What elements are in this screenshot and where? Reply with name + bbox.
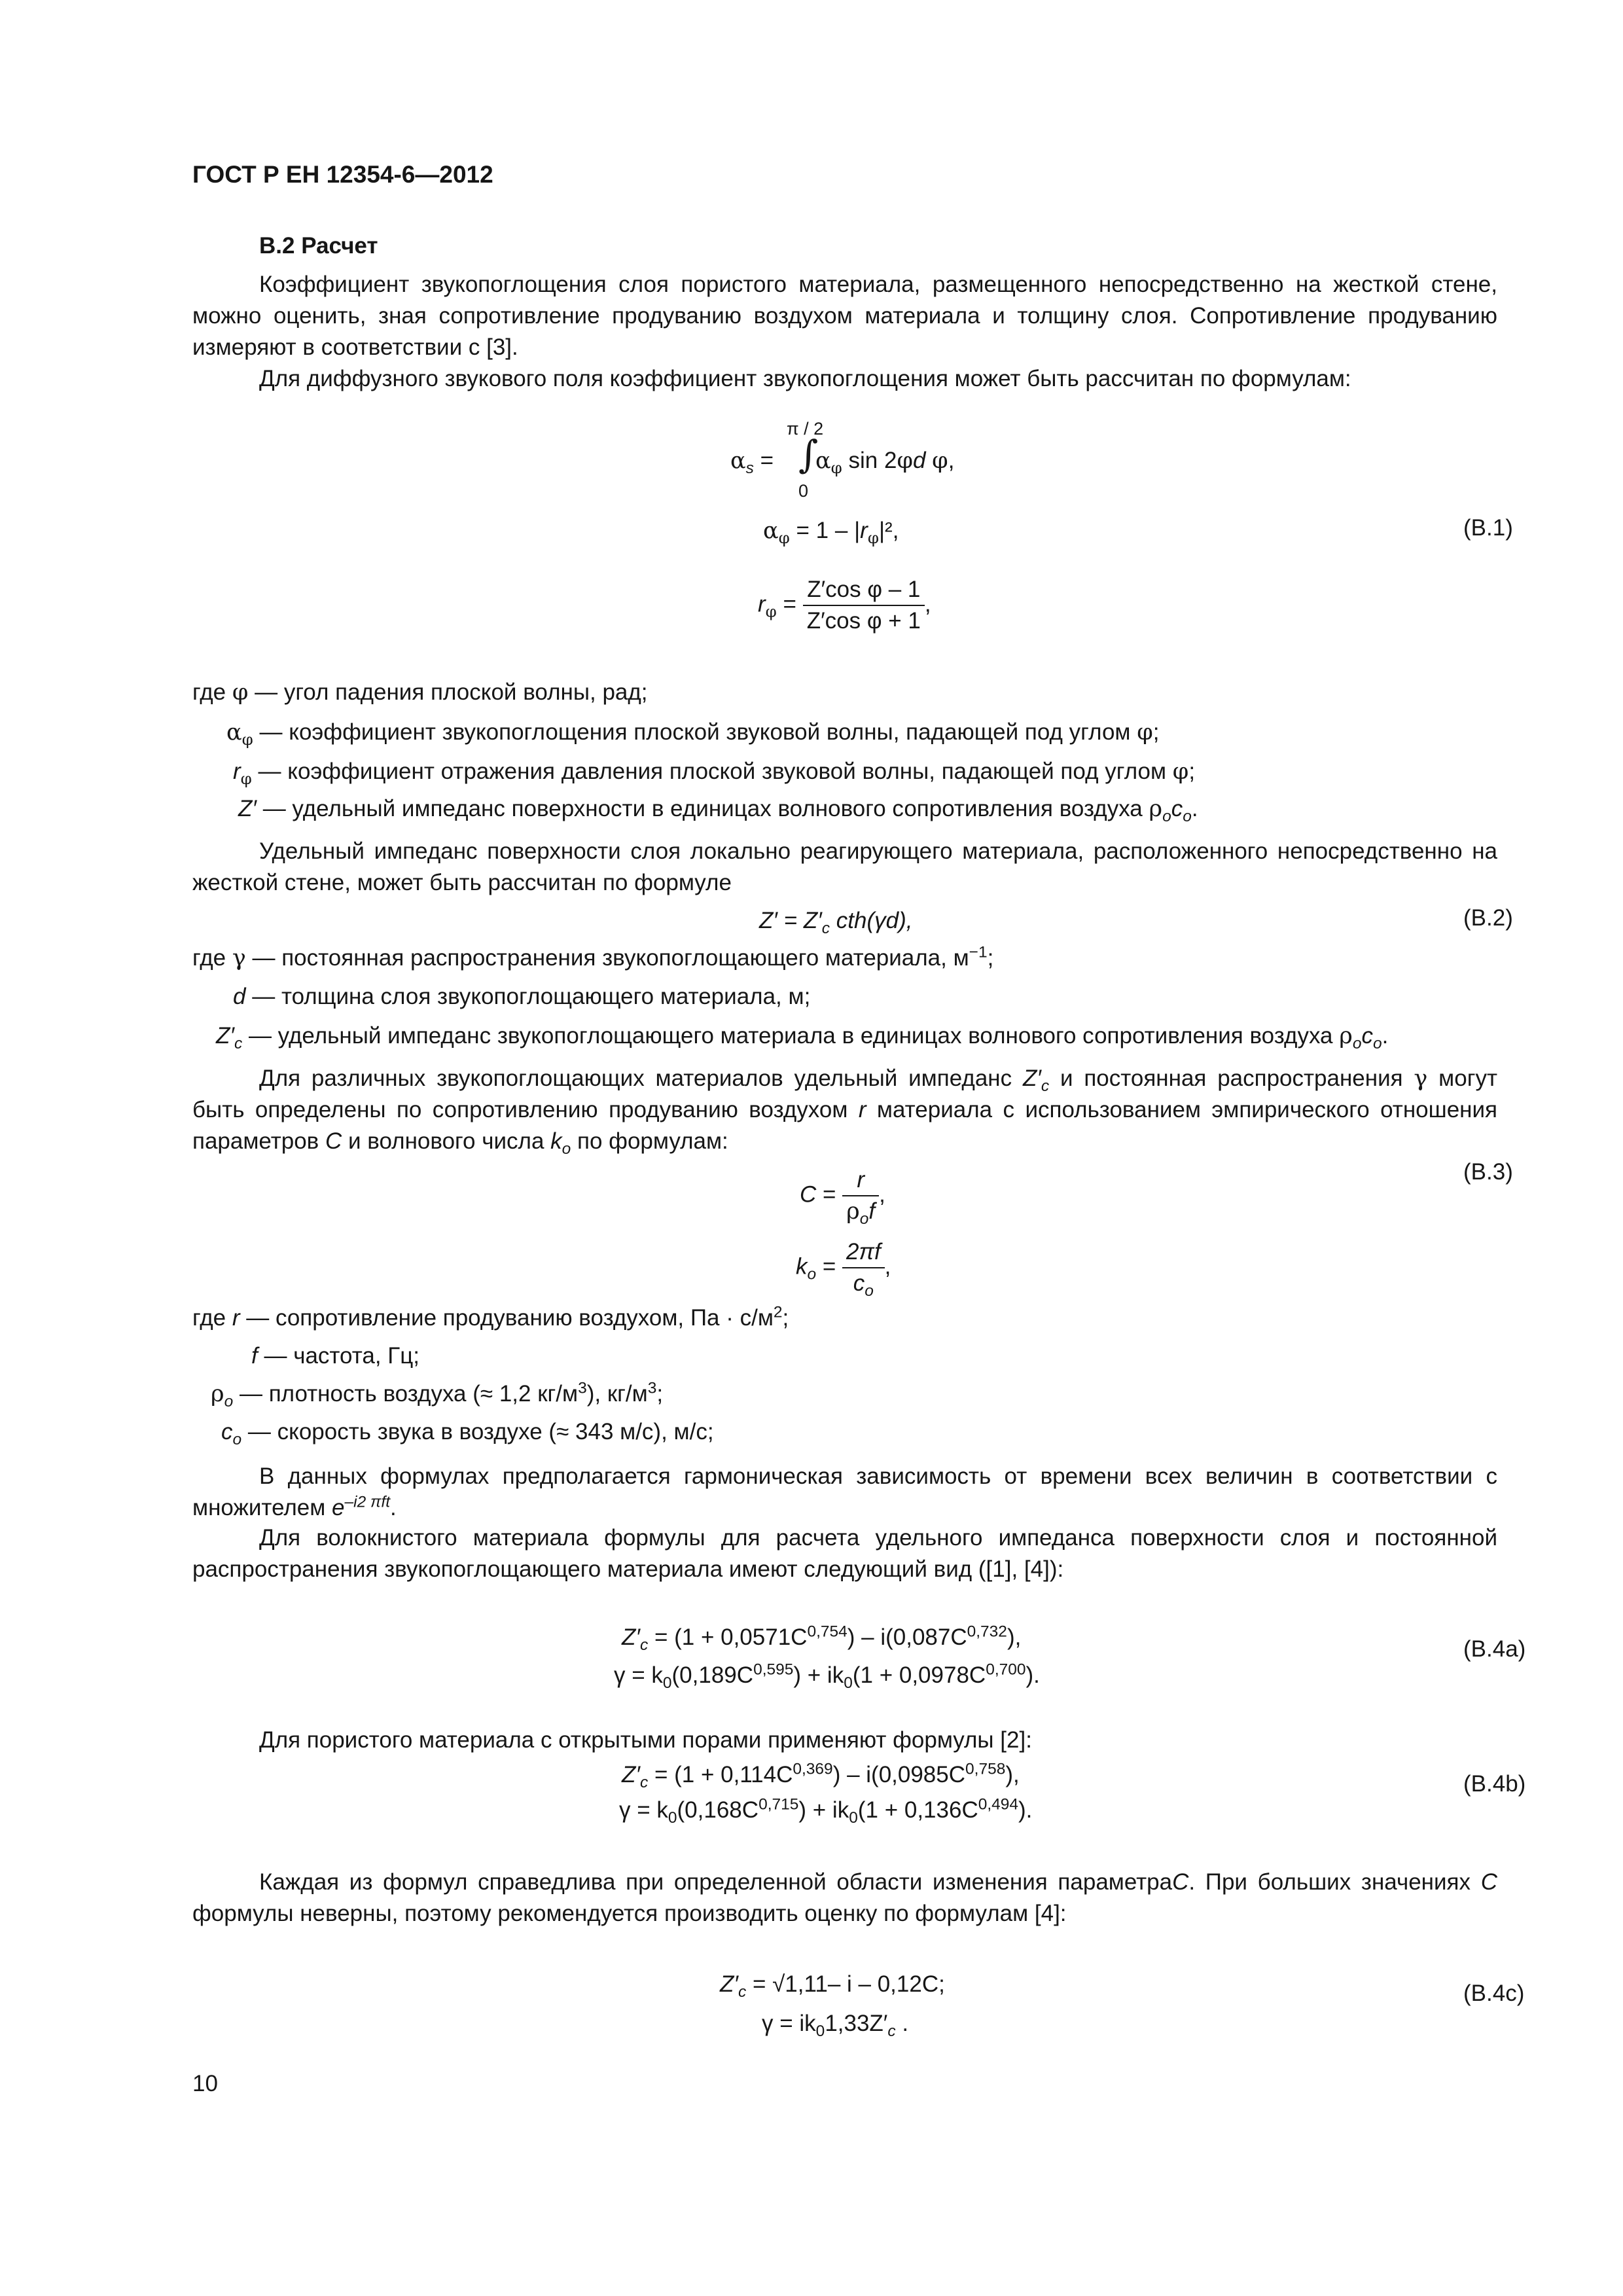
definition-alpha-phi: $\alpha_\varphi$ — коэффициент звукопоглощения плоской звуковой волны, падающей под углом φ; [226, 719, 1160, 749]
equation-number-b4a: (В.4a) [1463, 1636, 1526, 1662]
formula-b2: $Z' = Z'_c$ cth(γd), [759, 908, 913, 937]
fraction-c: $\frac{r}{\rho_of}$ [842, 1165, 879, 1227]
definition-rho: $\rho_o$ — плотность воздуха (≈ 1,2 $кг/м^3$), $кг/м^3$; [211, 1379, 664, 1410]
formula-b1-line1-integrand: $\alpha_\varphi$ sin 2φd φ, [815, 448, 955, 477]
document-header-title: ГОСТ Р ЕН 12354-6—2012 [192, 161, 493, 188]
definition-d: d — толщина слоя звукопоглощающего материала, м; [233, 984, 811, 1009]
definition-z-prime: Z′ — удельный импеданс поверхности в единицах волнового сопротивления воздуха $\rho_oc_o$. [238, 796, 1198, 825]
definition-f: f — частота, Гц; [251, 1343, 420, 1369]
formula-b4b-line1: $Z'_c = (1 + 0,114C^{0,369}) - i(0,0985C^{0,758})$, [622, 1760, 1020, 1791]
definition-gamma: где γ — постоянная распространения звукопоглощающего материала, $м^{-1}$; [192, 943, 994, 971]
formula-b1-line2: $\alpha_\varphi = 1 - |r_\varphi|^2$, [763, 518, 899, 547]
paragraph-5: В данных формулах предполагается гармоническая зависимость от времени всех величин в соответствии с множителем $e^{-i2 \pi ft}$. [192, 1463, 1497, 1520]
paragraph-4: Для различных звукопоглощающих материалов удельный импеданс $Z'_c$ и постоянная распространения γ могут быть определены по сопротивлению продуванию воздухом r материала с использованием эмпирического отношения параметров C и волнового числа $k_o$ по формулам: [192, 1066, 1497, 1158]
equation-number-b4c: (В.4c) [1463, 1981, 1525, 2006]
equation-number-b1: (В.1) [1463, 515, 1513, 541]
equation-number-b3: (В.3) [1463, 1159, 1513, 1185]
formula-b1-line1: $\alpha_s$ = [730, 448, 774, 477]
formula-b4b-line2: $\gamma = k_0(0,168C^{0,715}) + ik_0(1 + 0,136C^{0,494})$. [619, 1795, 1033, 1827]
paragraph-3: Удельный импеданс поверхности слоя локально реагирующего материала, расположенного непосредственно на жесткой стене, может быть рассчитан по формуле [192, 838, 1497, 895]
page-number: 10 [192, 2071, 218, 2096]
paragraph-1: Коэффициент звукопоглощения слоя пористого материала, размещенного непосредственно на жесткой стене, можно оценить, зная сопротивление продуванию воздухом материала и толщину слоя. Сопротивление продуванию измеряют в соответствии с [3]. [192, 272, 1497, 360]
definition-r-phi: $r_\varphi$ — коэффициент отражения давления плоской звуковой волны, падающей под углом φ; [233, 759, 1196, 788]
fraction-k: $\frac{2\pi f}{c_o}$ [842, 1237, 885, 1299]
definition-c: $c_o$ — скорость звука в воздухе (≈ 343 м/с), м/с; [221, 1419, 714, 1448]
formula-b3-line1: C = $\frac{r}{\rho_of}$ , [800, 1165, 885, 1227]
formula-b4c-line1: $Z'_c = √1,11-$ i – 0,12C; [720, 1971, 945, 2001]
paragraph-6: Для волокнистого материала формулы для расчета удельного импеданса поверхности слоя и постоянной распространения звукопоглощающего материала имеют следующий вид ([1], [4]): [192, 1525, 1497, 1582]
fraction-reflection: $\frac{\text{Z′cos φ – 1}}{\text{Z′cos φ + 1}}$ [803, 575, 925, 636]
formula-b4a-line1: $Z'_c = (1 + 0,0571C^{0,754}) - i(0,087C^{0,732})$, [622, 1623, 1022, 1654]
formula-b3-line2: $k_o$ = $\frac{2\pi f}{c_o}$ , [796, 1237, 891, 1299]
paragraph-2: Для диффузного звукового поля коэффициент звукопоглощения может быть рассчитан по формулам: [259, 366, 1351, 391]
definition-phi: где φ — угол падения плоской волны, рад; [192, 679, 648, 706]
formula-b1-line3: $r_\varphi$ = $\frac{\text{Z′cos φ – 1}}{\text{Z′cos φ + 1}}$ , [758, 575, 931, 636]
integral-sign: ∫ [798, 432, 819, 476]
equation-number-b2: (В.2) [1463, 905, 1513, 931]
formula-b4a-line2: $\gamma = k_0(0,189C^{0,595}) + ik_0(1 + 0,0978C^{0,700})$. [614, 1660, 1040, 1692]
definition-r-resistance: где r — сопротивление продуванию воздухом, Па · $с/м^2$; [192, 1303, 789, 1331]
integral-lower-limit: 0 [798, 481, 809, 501]
paragraph-7: Для пористого материала с открытыми порами применяют формулы [2]: [259, 1727, 1032, 1753]
paragraph-8: Каждая из формул справедлива при определенной области изменения параметраC. При больших значениях C формулы неверны, поэтому рекомендуется производить оценку по формулам [4]: [192, 1869, 1497, 1926]
definition-z-prime-c: $Z'_c$ — удельный импеданс звукопоглощающего материала в единицах волнового сопротивления воздуха $\rho_oc_o$. [216, 1023, 1389, 1052]
formula-b4c-line2: $\gamma = ik_01,33Z'_c$ . [762, 2011, 909, 2040]
equation-number-b4b: (В.4b) [1463, 1771, 1526, 1797]
section-heading: В.2 Расчет [259, 233, 378, 259]
integral-upper-limit: π / 2 [787, 419, 824, 439]
